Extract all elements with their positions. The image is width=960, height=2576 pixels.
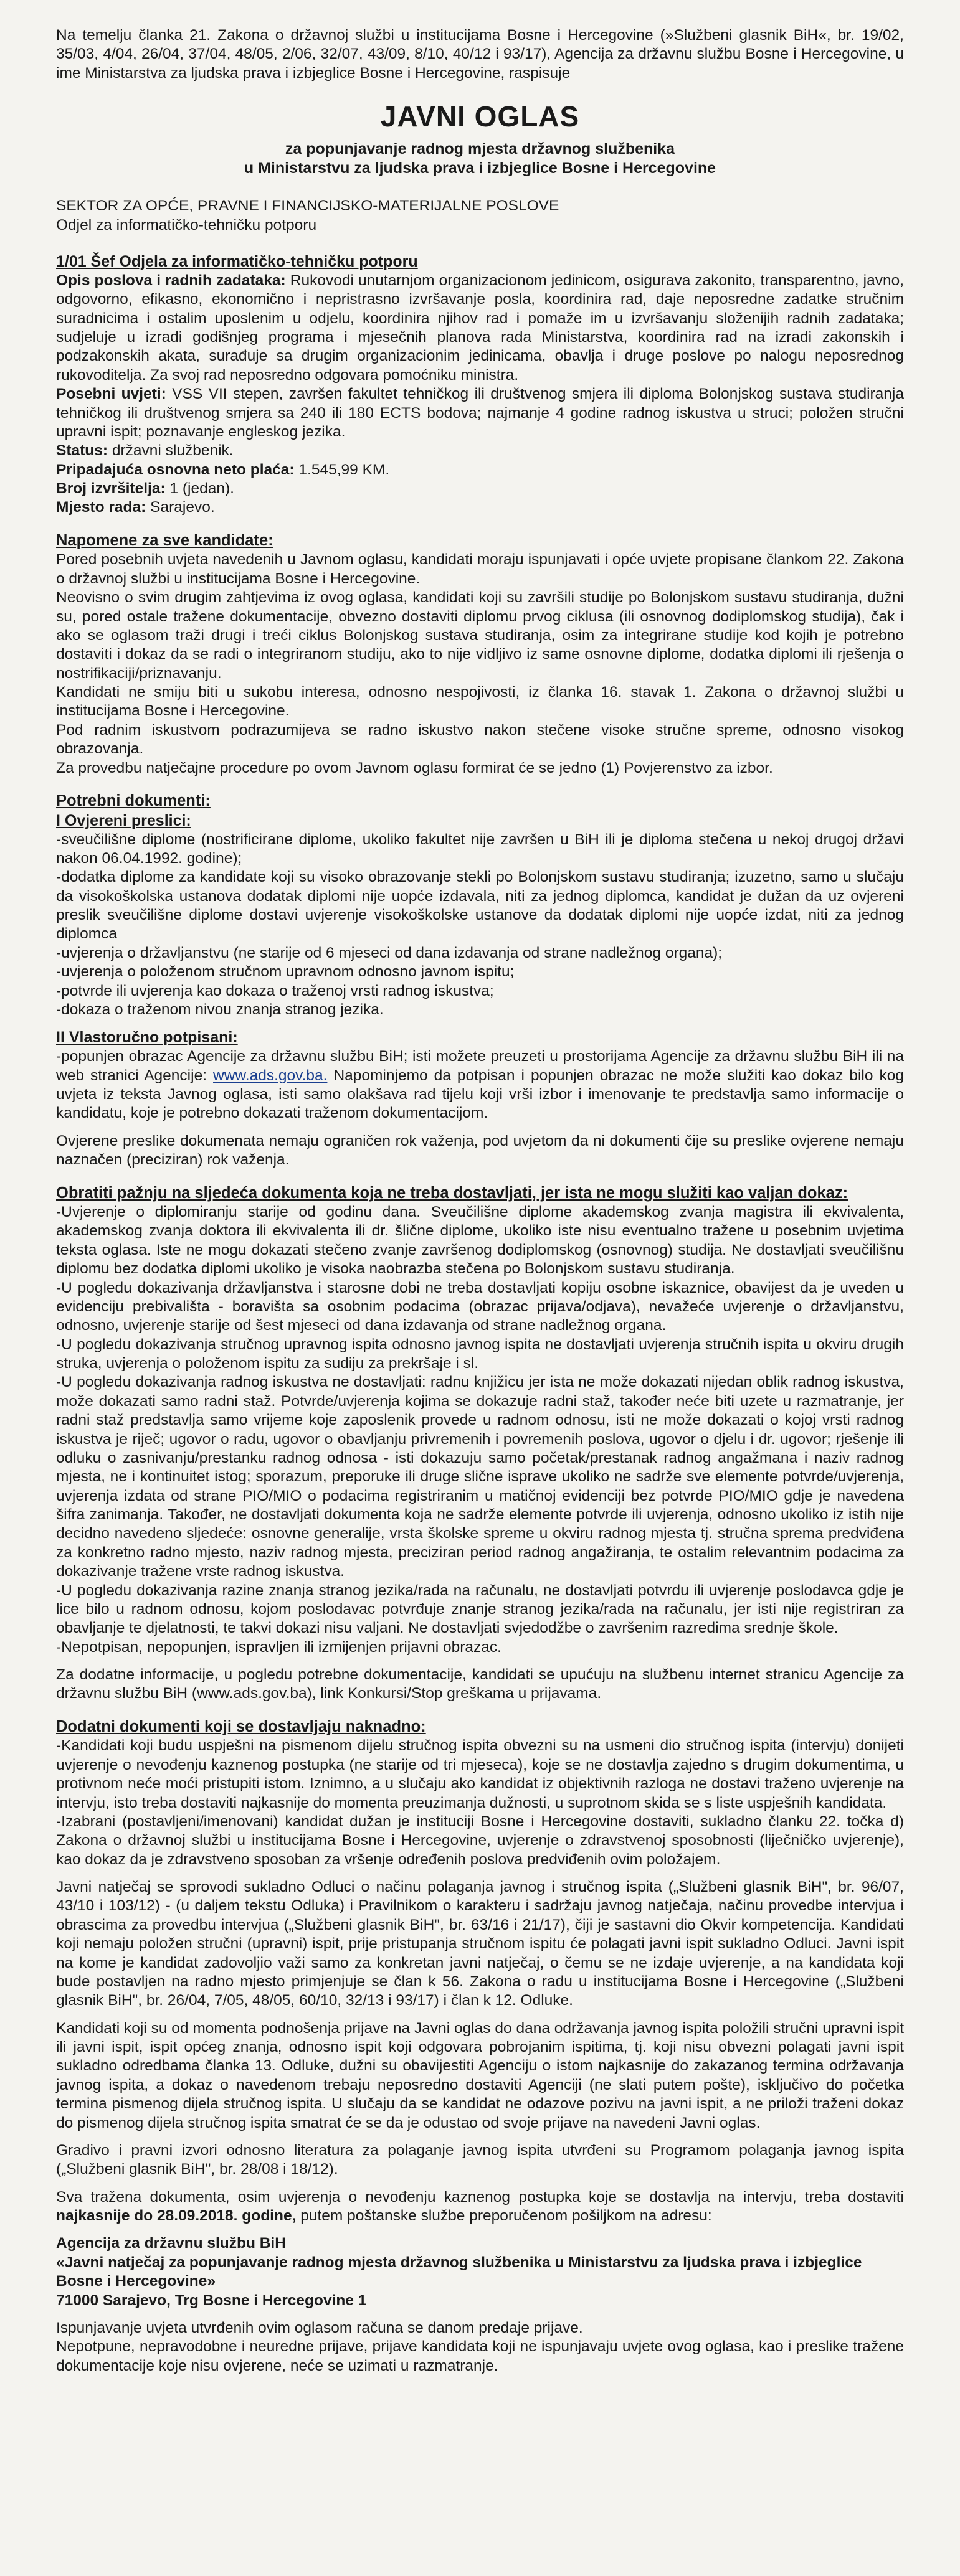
- attention-item: -Uvjerenje o diplomiranju starije od godinu dana. Sveučilišne diplome akademskog zvanja magistra ili ekvivalenta, akademskog zvanja doktora ili ekvivalenta ili dr. šlične diplome, ukoliko iste nisu eventualno tražene u posebnim uvjetima teksta oglasa. Iste ne mogu dokazati stečeno zvanje završenog dodiplomskog (osnovnog) studija. Ne dostavljati sveučilišnu diplomu bez dodatka diplomi ukoliko je visoka naobrazba stečena po Bolonjskom sustavu studiranja.: [56, 1204, 904, 1278]
- attention-item: -Nepotpisan, nepopunjen, ispravljen ili izmijenjen prijavni obrazac.: [56, 1638, 501, 1656]
- intro-paragraph: Na temelju članka 21. Zakona o državnoj službi u institucijama Bosne i Hercegovine (»Službeni glasnik BiH«, br. 19/02, 35/03, 4/04, 26/04, 37/04, 48/05, 2/06, 32/07, 43/09, 8/10, 40/12 i 93/17), Agencija za državnu službu Bosne i Hercegovine, u ime Ministarstva za ljudska prava i izbjeglice Bosne i Hercegovine, raspisuje: [56, 27, 904, 82]
- attention-item: -U pogledu dokazivanja radnog iskustva ne dostavljati: radnu knjižicu jer ista ne može dokazati nijedan oblik radnog iskustva, može dokazati samo radni staž. Potvrde/uvjerenja kojima se dokazuje radni staž, također neće biti uzete u razmatranje, jer radni staž predstavlja samo vrijeme koje zaposlenik provede u radnom odnosu, isti ne može dokazati o kojoj vrsti radnog iskustva je riječ; ugovor o radu, ugovor o obavljanju privremenih i povremenih poslova, ugovor o djelu i dr. ugovor; rješenje ili odluku o zasnivanju/prestanku radnog odnosa - isti dokazuju samo početak/prestanak radnog angažmana i naziv radnog mjesta, ne i kontinuitet istog; sporazum, preporuke ili druge slične isprave ukoliko ne sadrže sve elemente potvrde/uvjerenja, uvjerenja izdata od strane PIO/MIO o podacima registriranim u matičnoj evidenciji bez potvrde PIO/MIO gdje je navedena šifra zanimanja. Također, ne dostavljati dokumenta koja ne sadrže elemente potvrde ili uvjerenja, odnosno ukoliko iz istih nije decidno navedeno sljedeće: osnovne generalije, vrsta školske spreme u okviru radnog mjesta tj. stručna sprema predviđena za konkretno radno mjesto, naziv radnog mjesta, preciziran period radnog angažiranja, te ostalim relevantnim podacima za dokazivanje tražene vrste radnog iskustva.: [56, 1374, 904, 1580]
- info-paragraph: Za dodatne informacije, u pogledu potrebne dokumentacije, kandidati se upućuju na službenu internet stranicu Agencije za državnu službu BiH (www.ads.gov.ba), link Konkursi/Stop greškama u prijavama.: [56, 1666, 904, 1702]
- closing-paragraph-1: Ispunjavanje uvjeta utvrđenih ovim oglasom računa se danom predaje prijave.: [56, 2319, 583, 2336]
- deadline-bold-suffix: godine,: [242, 2207, 297, 2225]
- salary-line: [56, 461, 904, 479]
- attention-item: -U pogledu dokazivanja razine znanja stranog jezika/rada na računalu, ne dostavljati potvrdu ili uvjerenje poslodavca gdje je lice bilo u radnom odnosu, kojom poslodavac potvrđuje znanje stranog jezika/rada na računalu, jer isti nije registriran za obavljanje te djelatnosti, te takvi dokazi nisu valjani. Ne dostavljati svjedodžbe o završenim razredima srednje škole.: [56, 1582, 904, 1637]
- conditions-text: VSS VII stepen, završen fakultet tehničkog ili društvenog smjera ili diploma Bolonjskog sustava studiranja tehničkog ili društvenog smjera sa 240 ili 180 ECTS bodova; najmanje 4 godine radnog iskustva u struci; položen stručni upravni ispit; poznavanje engleskog jezika.: [56, 385, 904, 440]
- certified-heading: I Ovjereni preslici:: [56, 811, 191, 829]
- conditions-paragraph: [56, 385, 904, 441]
- duties-text: Rukovodi unutarnjom organizacionom jedinicom, osigurava zakonito, transparentno, javno, odgovorno, efikasno, ekonomično i nepristrasno izvršavanje posla, koordinira rad, daje neposredne zadatke stručnim suradnicima i ostalim uposlenim u odjelu, koordinira njihov rad i pomaže im u izvršavanju složenijih radnih zadataka; sudjeluje u izradi godišnjeg programa i mjesečnih planova rada Ministarstva, koordinira rad na izradi zakonskih i podzakonskih akata, surađuje sa drugim organizacionim jedinicama, obavlja i druge poslove po nalogu neposrednog rukovoditelja. Za svoj rad neposredno odgovara pomoćniku ministra.: [56, 271, 904, 384]
- address-block: [56, 2234, 904, 2310]
- exam-paragraph-1: Javni natječaj se sprovodi sukladno Odluci o načinu polaganja javnog i stručnog ispita („Službeni glasnik BiH", br. 96/07, 43/10 i 103/12) - (u daljem tekstu Odluka) i Pravilnikom o karakteru i sadržaju javnog natječaja, načinu provedbe intervjua i obrascima za provedbu intervjua („Službeni glasnik BiH", br. 63/16 i 21/17), čiji je sastavni dio Okvir kompetencija. Kandidati koji nemaju položen stručni (upravni) ispit, prije pristupanja stručnom ispitu će polagati javni ispit sukladno Odluci. Javni ispit na kome je kandidat zadovoljio važi samo za konkretan javni natječaj, o čemu se ne izdaje uvjerenje, a na kandidata koji bude postavljen na radno mjesto primjenjuje se član k 56. Zakona o radu u institucijama Bosne i Hercegovine („Službeni glasnik BiH", br. 26/04, 7/05, 48/05, 60/10, 32/13 i 93/17) i član k 12. Odluke.: [56, 1879, 904, 2009]
- ad-subtitle-1: za popunjavanje radnog mjesta državnog službenika: [285, 140, 675, 158]
- ad-subtitle-2: u Ministarstvu za ljudska prava i izbjeglice Bosne i Hercegovine: [244, 159, 716, 177]
- certified-item: -dodatka diplome za kandidate koji su visoko obrazovanje stekli po Bolonjskom sustavu studiranja; izuzetno, samo u slučaju da visokoškolska ustanova dodatak diplomi nije uopće izdavala, niti za jednog diplomca, kandidat je dužan da uz ovjereni preslik sveučilišne diplome dostavi uvjerenje visokoškolske ustanove da dodatak diplomi nije uopće izdat, niti za jednog diplomca: [56, 869, 904, 943]
- attention-item: -U pogledu dokazivanja državljanstva i starosne dobi ne treba dostavljati kopiju osobne iskaznice, obavijest da je uveden u evidenciju prebivališta - boravišta sa osobnim podacima (obrazac prijava/odjava), nevažeće uvjerenje o državljanstvu, odnosno, uvjerenje starije od šest mjeseci od dana izdavanja od strane nadležnog organa.: [56, 1279, 904, 1334]
- certified-item: -potvrde ili uvjerenja kao dokaza o traženoj vrsti radnog iskustva;: [56, 982, 494, 999]
- certified-item: -uvjerenja o državljanstvu (ne starije od 6 mjeseci od dana izdavanja od strane nadležnog organa);: [56, 944, 723, 961]
- address-line-3: 71000 Sarajevo, Trg Bosne i Hercegovine 1: [56, 2291, 367, 2309]
- title-block: [56, 99, 904, 178]
- certified-item: -dokaza o traženom nivou znanja stranog jezika.: [56, 1001, 384, 1018]
- salary-text: 1.545,99 KM.: [298, 461, 390, 478]
- additional-heading: Dodatni dokumenti koji se dostavljaju naknadno:: [56, 1717, 426, 1735]
- validity-note: Ovjerene preslike dokumenata nemaju ograničen rok važenja, pod uvjetom da ni dokumenti čije su preslike ovjerene nemaju naznačen (preciziran) rok važenja.: [56, 1132, 904, 1169]
- position-heading: 1/01 Šef Odjela za informatičko-tehničku potporu: [56, 252, 418, 270]
- duties-label: Opis poslova i radnih zadataka:: [56, 271, 286, 289]
- sector-block: [56, 197, 904, 235]
- deadline-text-before: Sva tražena dokumenta, osim uvjerenja o nevođenju kaznenog postupka koje se dostavlja na intervju, treba dostaviti: [56, 2188, 904, 2206]
- job-ad: [56, 26, 904, 2375]
- exam-paragraph-3: Gradivo i pravni izvori odnosno literatura za polaganje javnog ispita utvrđeni su Programom polaganja javnog ispita („Službeni glasnik BiH", br. 28/08 i 18/12).: [56, 2141, 904, 2178]
- sector-name: SEKTOR ZA OPĆE, PRAVNE I FINANCIJSKO-MATERIJALNE POSLOVE: [56, 197, 559, 215]
- closing-paragraph-2: Nepotpune, nepravodobne i neuredne prijave, prijave kandidata koji ne ispunjavaju uvjete ovog oglasa, kao i preslike tražene dokumentacije koje nisu ovjerene, neće se uzimati u razmatranje.: [56, 2338, 904, 2374]
- documents-heading: Potrebni dokumenti:: [56, 791, 211, 809]
- notes-paragraph-2: Neovisno o svim drugim zahtjevima iz ovog oglasa, kandidati koji su završili studije po Bolonjskom sustavu studiranja, dužni su, pored ostale tražene dokumentacije, obvezno dostaviti diplomu prvog ciklusa (ili osnovnog dodiplomskog studija), čak i ako se oglasom traži drugi i treći ciklus Bolonjskog sustava studiranja, osim za integrirane studije kod kojih je potrebno dostaviti i dokaz da se radi o integriranom studiju, ako to nije vidljivo iz same osnovne diplome, dodatka diplomi ili rješenja o nostrifikaciji/priznavanju.: [56, 589, 904, 682]
- location-label: Mjesto rada:: [56, 499, 146, 516]
- conditions-label: Posebni uvjeti:: [56, 385, 166, 403]
- status-line: [56, 441, 904, 460]
- notes-paragraph-5: Za provedbu natječajne procedure po ovom Javnom oglasu formirat će se jedno (1) Povjerenstvo za izbor.: [56, 759, 773, 776]
- status-label: Status:: [56, 442, 108, 460]
- signed-paragraph: [56, 1047, 904, 1123]
- duties-paragraph: [56, 271, 904, 385]
- attention-item: -U pogledu dokazivanja stručnog upravnog ispita odnosno javnog ispita ne dostavljati uvjerenja stručnih ispita u okviru drugih struka, uvjerenja o položenom ispitu za sudiju za prekršaje i sl.: [56, 1336, 904, 1372]
- count-text: 1 (jedan).: [169, 480, 234, 498]
- closing-block: [56, 2319, 904, 2375]
- exam-paragraph-2: Kandidati koji su od momenta podnošenja prijave na Javni oglas do dana održavanja javnog ispita položili stručni upravni ispit ili javni ispit, ispit općeg znanja, odnosno ispit koji odgovara pobrojanim ispitima, tj. koji nisu obvezni polagati javni ispit sukladno odredbama članka 13. Odluke, dužni su obavijestiti Agenciju o istom najkasnije do zakazanog termina održavanja javnog ispita, a dokaz o navedenom trebaju neposredno dostaviti Agenciji (ne slati putem pošte), isključivo do početka termina pismenog dijela stručnog ispita. U slučaju da se kandidat ne odazove pozivu na javni ispit, a ne priloži traženi dokaz do pismenog dijela stručnog ispita smatrat će se da je odustao od svoje prijave na navedeni Javni oglas.: [56, 2019, 904, 2131]
- notes-block: [56, 531, 904, 778]
- position-block: [56, 252, 904, 517]
- agency-website-link[interactable]: www.ads.gov.ba.: [213, 1067, 328, 1084]
- status-text: državni službenik.: [112, 442, 234, 460]
- ad-title: JAVNI OGLAS: [380, 100, 580, 133]
- notes-heading: Napomene za sve kandidate:: [56, 531, 273, 549]
- notes-paragraph-4: Pod radnim iskustvom podrazumijeva se radno iskustvo nakon stečene visoke stručne spreme, odnosno visokog obrazovanja.: [56, 721, 904, 758]
- certified-item: -sveučilišne diplome (nostrificirane diplome, ukoliko fakultet nije završen u BiH ili je diploma stečena u nekoj drugoj državi nakon 06.04.1992. godine);: [56, 831, 904, 867]
- notes-paragraph-1: Pored posebnih uvjeta navedenih u Javnom oglasu, kandidati moraju ispunjavati i opće uvjete propisane člankom 22. Zakona o državnoj službi u institucijama Bosne i Hercegovine.: [56, 551, 904, 587]
- notes-paragraph-3: Kandidati ne smiju biti u sukobu interesa, odnosno nespojivosti, iz članka 16. stavak 1. Zakona o državnoj službi u institucijama Bosne i Hercegovine.: [56, 684, 904, 720]
- certified-item: -uvjerenja o položenom stručnom upravnom odnosno javnom ispitu;: [56, 963, 515, 981]
- signed-text-after: Napominjemo da potpisan i popunjen obrazac ne može služiti kao dokaz bilo kog uvjeta iz teksta Javnog oglasa, isti samo olakšava rad tijelu koji vrši izbor i imenovanje te predstavlja samo informacije o kandidatu, koje je potrebno dokazati traženom dokumentacijom.: [56, 1067, 904, 1122]
- additional-item: -Kandidati koji budu uspješni na pismenom dijelu stručnog ispita obvezni su na usmeni dio stručnog ispita (intervju) donijeti uvjerenje o nevođenju kaznenog postupka (ne starije od tri mjeseca), koje se ne dostavlja zajedno s drugim dokumentima, u protivnom neće moći pristupiti istom. Iznimno, a u slučaju ako kandidat iz objektivnih razloga ne dostavi traženo uvjerenje na intervju, isto treba dostaviti najkasnije do momenta preuzimanja dužnosti, u suprotnom skida se s liste uspješnih kandidata.: [56, 1737, 904, 1811]
- deadline-text-after: putem poštanske službe preporučenom pošiljkom na adresu:: [300, 2207, 712, 2225]
- additional-item: -Izabrani (postavljeni/imenovani) kandidat dužan je instituciji Bosne i Hercegovine dostaviti, sukladno članku 22. točka d) Zakona o državnoj službi u institucijama Bosne i Hercegovine, uvjerenje o zdravstvenoj sposobnosti (liječničko uvjerenje), kao dokaz da je zdravstveno sposoban za vršenje određenih poslova predviđenih ovim položajem.: [56, 1813, 904, 1868]
- exam-block: [56, 1878, 904, 2179]
- documents-block: [56, 791, 904, 1170]
- count-line: [56, 479, 904, 498]
- attention-block: [56, 1184, 904, 1704]
- deadline-bold-prefix: najkasnije do: [56, 2207, 153, 2225]
- location-text: Sarajevo.: [150, 499, 215, 516]
- signed-heading: II Vlastoručno potpisani:: [56, 1029, 238, 1047]
- signed-text-before: -popunjen obrazac Agencije za državnu službu BiH; isti možete preuzeti u prostorijama Agencije za državnu službu BiH ili na web stranici Agencije:: [56, 1048, 904, 1084]
- additional-block: [56, 1717, 904, 1869]
- location-line: [56, 498, 904, 517]
- department-name: Odjel za informatičko-tehničku potporu: [56, 216, 317, 234]
- deadline-paragraph: [56, 2188, 904, 2226]
- count-label: Broj izvršitelja:: [56, 480, 166, 498]
- address-line-2: «Javni natječaj za popunjavanje radnog mjesta državnog službenika u Ministarstvu za ljudska prava i izbjeglice Bosne i Hercegovine»: [56, 2253, 862, 2290]
- address-line-1: Agencija za državnu službu BiH: [56, 2235, 286, 2252]
- salary-label: Pripadajuća osnovna neto plaća:: [56, 461, 295, 478]
- deadline-date: 28.09.2018.: [157, 2207, 238, 2225]
- attention-heading: Obratiti pažnju na sljedeća dokumenta koja ne treba dostavljati, jer ista ne mogu služiti kao valjan dokaz:: [56, 1184, 848, 1202]
